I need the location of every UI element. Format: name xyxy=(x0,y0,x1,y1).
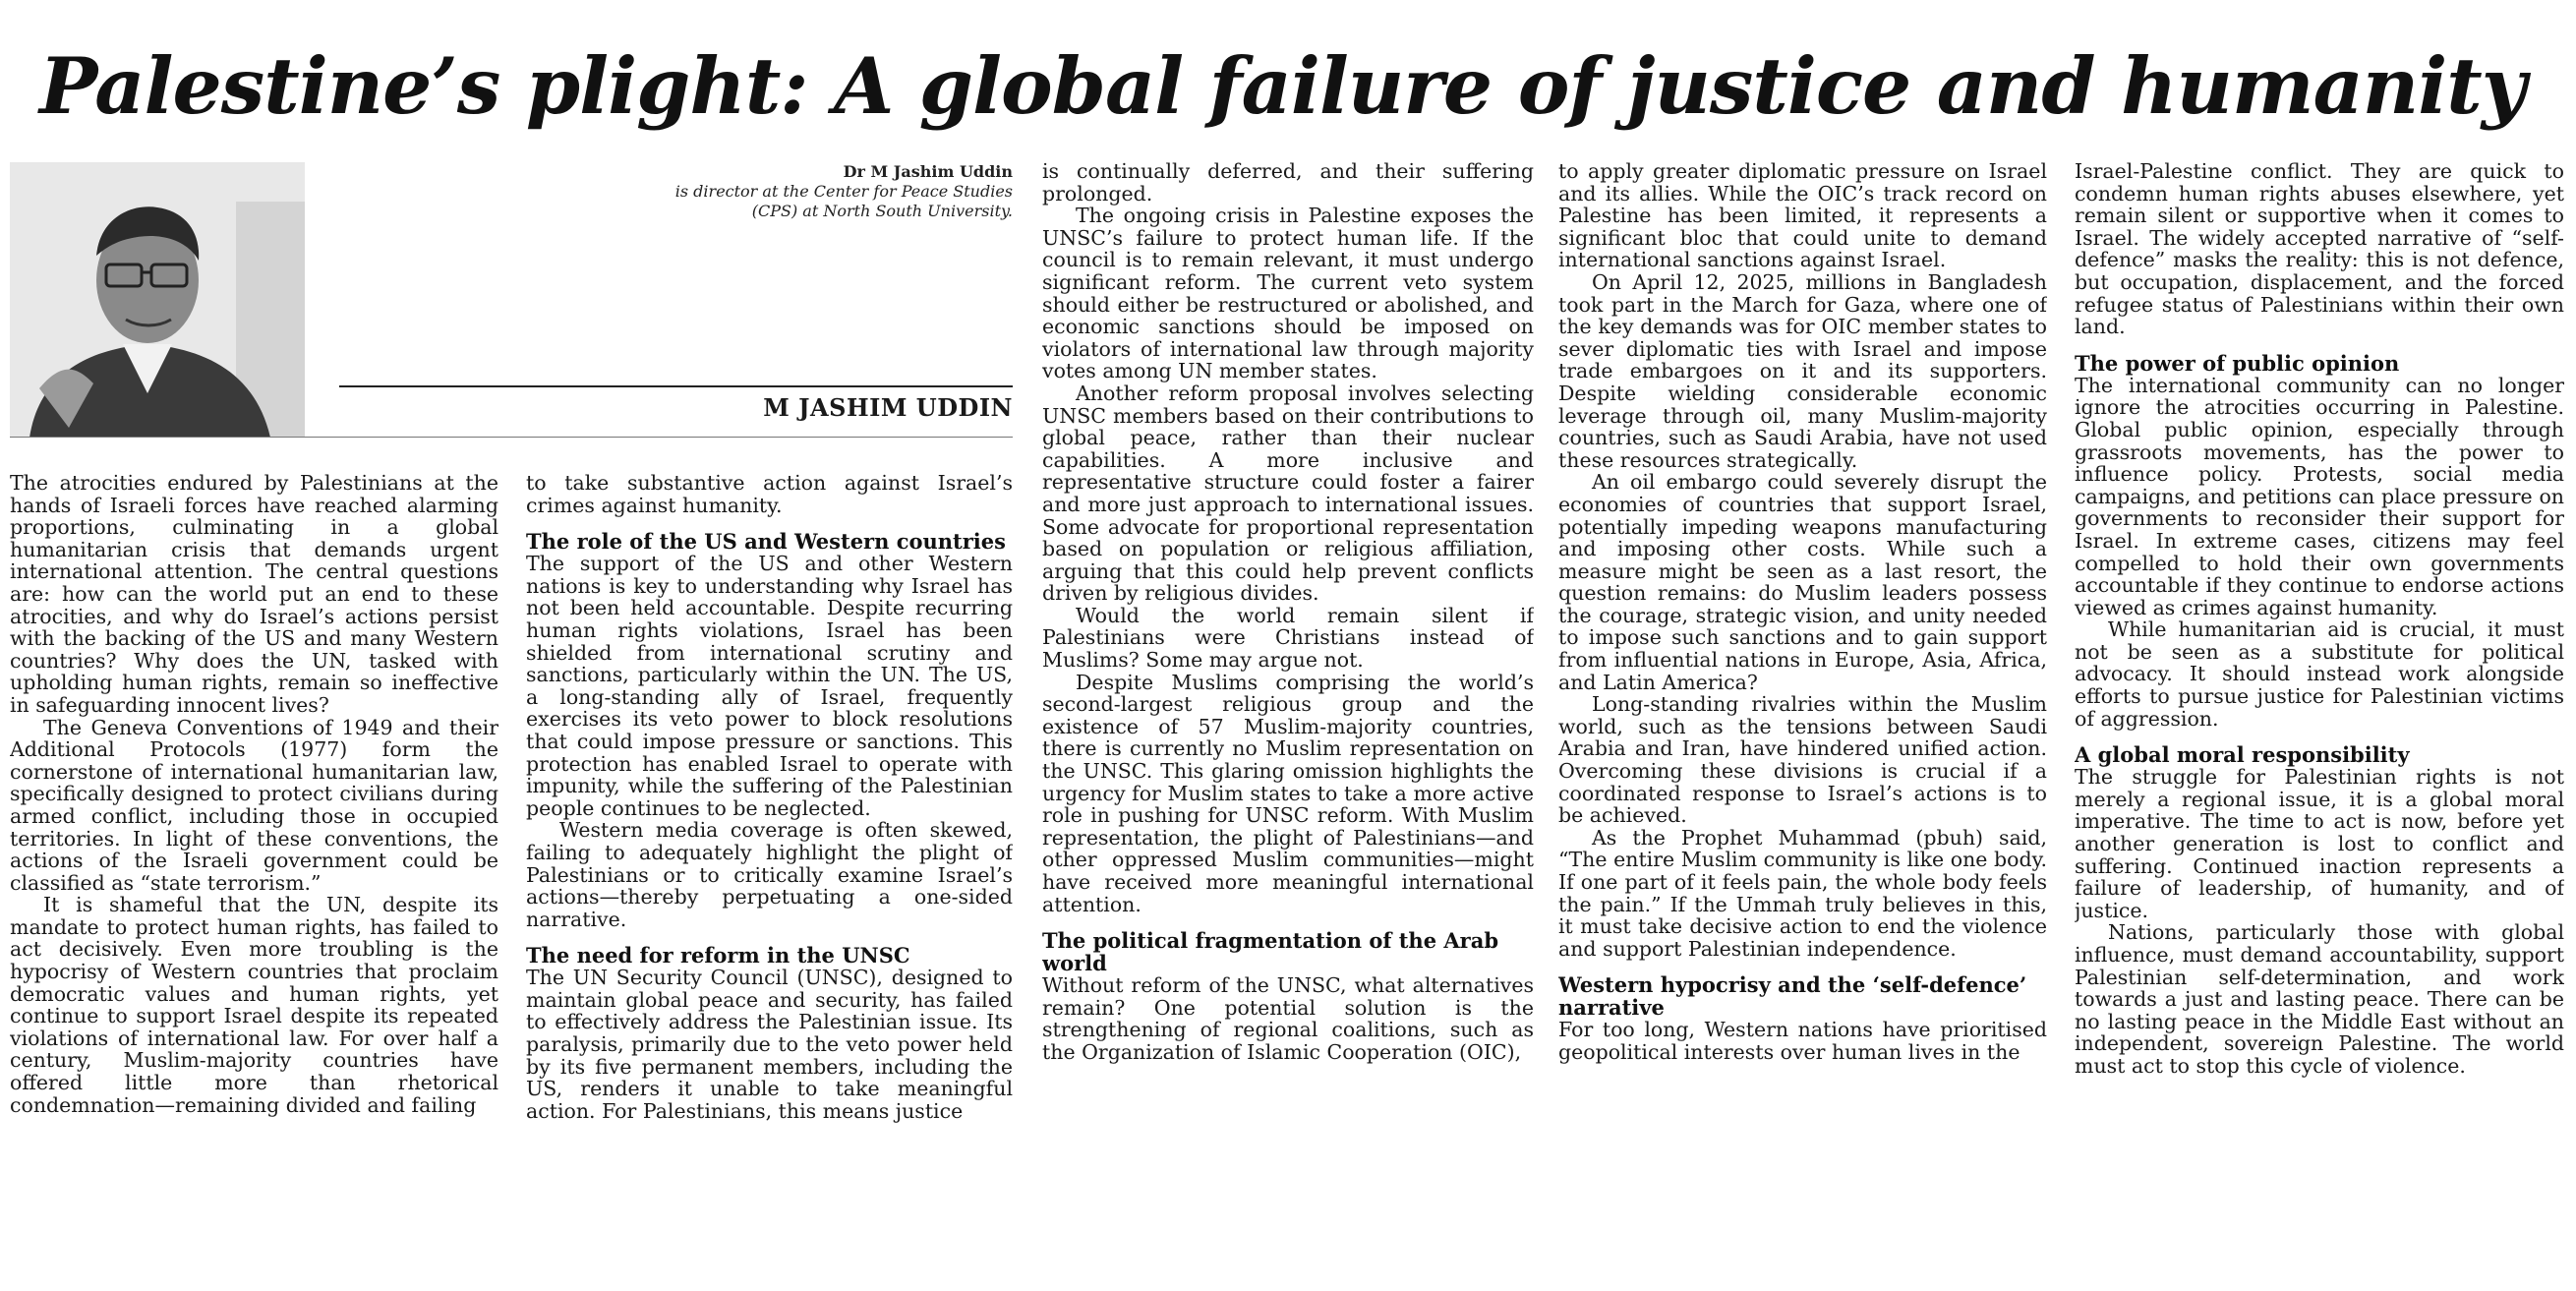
subheading: The need for reform in the UNSC xyxy=(526,943,910,968)
byline: M JASHIM UDDIN xyxy=(763,393,1013,422)
author-photo xyxy=(10,162,305,438)
author-bio-line-1: is director at the Center for Peace Studies xyxy=(674,182,1013,201)
byline-rule xyxy=(339,385,1013,387)
article-column-4 xyxy=(1558,160,2047,1289)
headline: Palestine’s plight: A global failure of justice and humanity xyxy=(39,40,2526,132)
paragraph: On April 12, 2025, millions in Bangladesh took part in the March for Gaza, where one of the key demands was for OIC member states to sever diplomatic ties with Israel and impose trade embargoes on it and its supporters. Despite wielding considerable economic leverage through oil, many Muslim-majority countries, such as Saudi Arabia, have not used these resources strategically. xyxy=(1558,269,2047,472)
paragraph: The international community can no longer ignore the atrocities occurring in Palestine. Global public opinion, especially through grassroots movements, has the power to influence policy. Protests, social media campaigns, and petitions can place pressure on governments to reconsider their support for Israel. In extreme cases, citizens may feel compelled to hold their own governments accountable if they continue to endorse actions viewed as crimes against humanity. xyxy=(2075,373,2564,619)
paragraph: The support of the US and other Western nations is key to understanding why Israel has not been held accountable. Despite recurring human rights violations, Israel has been shielded from international scrutiny and sanctions, particularly within the UN. The US, a long-standing ally of Israel, frequently exercises its veto power to block resolutions that could impose pressure or sanctions. This protection has enabled Israel to operate with impunity, while the suffering of the Palestinian people continues to be neglected. xyxy=(526,552,1013,820)
paragraph: Would the world remain silent if Palestinians were Christians instead of Muslims? Some may argue not. xyxy=(1042,603,1534,673)
column-top-rule xyxy=(10,437,1013,438)
subheading: The power of public opinion xyxy=(2075,350,2400,376)
subheading: A global moral responsibility xyxy=(2075,742,2410,768)
paragraph: The struggle for Palestinian rights is not merely a regional issue, it is a global moral imperative. The time to act is now, before yet another generation is lost to conflict and suffering. Continued inaction represents a failure of leadership, of humanity, and of justice. xyxy=(2075,765,2564,922)
paragraph: The ongoing crisis in Palestine exposes the UNSC’s failure to protect human life. If the council is to remain relevant, it must undergo significant reform. The current veto system should either be restructured or abolished, and economic sanctions should be imposed on violators of international law through majority votes among UN member states. xyxy=(1042,204,1534,383)
article-column-1 xyxy=(10,472,498,1288)
author-portrait-image xyxy=(10,162,305,438)
article-column-3 xyxy=(1042,160,1534,1289)
author-name-small: Dr M Jashim Uddin xyxy=(843,162,1013,181)
paragraph: to apply greater diplomatic pressure on Israel and its allies. While the OIC’s track record on Palestine has been limited, it represents a significant bloc that could unite to demand international sanctions against Israel. xyxy=(1558,160,2047,272)
paragraph: Without reform of the UNSC, what alternatives remain? One potential solution is the strengthening of regional coalitions, such as the Organization of Islamic Cooperation (OIC), xyxy=(1042,973,1534,1064)
paragraph: Long-standing rivalries within the Muslim world, such as the tensions between Saudi Arabia and Iran, have hindered unified action. Overcoming these divisions is crucial if a coordinated response to Israel’s actions is to be achieved. xyxy=(1558,692,2047,828)
paragraph: Nations, particularly those with global influence, must demand accountability, support Palestinian self-determination, and work towards a just and lasting peace. There can be no lasting peace in the Middle East without an independent, sovereign Palestine. The world must act to stop this cycle of violence. xyxy=(2075,920,2564,1078)
paragraph: to take substantive action against Israel’s crimes against humanity. xyxy=(526,472,1013,517)
paragraph: Western media coverage is often skewed, failing to adequately highlight the plight of Palestinians or to critically examine Israel’s actions—thereby perpetuating a one-sided narrative. xyxy=(526,818,1013,931)
paragraph: Another reform proposal involves selecting UNSC members based on their contributions to global peace, rather than their nuclear capabilities. A more inclusive and representative structure could foster a fairer and more just approach to international issues. Some advocate for proportional representation based on population or religious affiliation, arguing that this could help prevent conflicts driven by religious divides. xyxy=(1042,381,1534,606)
paragraph: As the Prophet Muhammad (pbuh) said, “The entire Muslim community is like one body. If one part of it feels pain, the whole body feels the pain.” If the Ummah truly believes in this, it must take decisive action to end the violence and support Palestinian independence. xyxy=(1558,825,2047,961)
paragraph: It is shameful that the UN, despite its mandate to protect human rights, has failed to act decisively. Even more troubling is the hypocrisy of Western countries that proclaim democratic values and human rights, yet continue to support Israel despite its repeated violations of international law. For over half a century, Muslim-majority countries have offered little more than rhetorical condemnation—remaining divided and failing xyxy=(10,893,498,1117)
paragraph: An oil embargo could severely disrupt the economies of countries that support Israel, potentially impeding weapons manufacturing and imposing other costs. While such a measure might be seen as a last resort, the question remains: do Muslim leaders possess the courage, strategic vision, and unity needed to impose such sanctions and to gain support from influential nations in Europe, Asia, Africa, and Latin America? xyxy=(1558,470,2047,694)
paragraph: For too long, Western nations have prioritised geopolitical interests over human lives in the xyxy=(1558,1018,2047,1064)
paragraph: The UN Security Council (UNSC), designed to maintain global peace and security, has failed to effectively address the Palestinian issue. Its paralysis, primarily due to the veto power held by its five permanent members, including the US, renders it unable to take meaningful action. For Palestinians, this means justice xyxy=(526,966,1013,1123)
paragraph: While humanitarian aid is crucial, it must not be seen as a substitute for political advocacy. It should instead work alongside efforts to pursue justice for Palestinian victims of aggression. xyxy=(2075,617,2564,731)
author-credit xyxy=(639,162,1013,221)
subheading: Western hypocrisy and the ‘self-defence’ narrative xyxy=(1558,972,2027,1021)
author-bio-line-2: (CPS) at North South University. xyxy=(751,202,1013,220)
paragraph: Israel-Palestine conflict. They are quick to condemn human rights abuses elsewhere, yet remain silent or supportive when it comes to Israel. The widely accepted narrative of “self-defence” masks the reality: this is not defence, but occupation, displacement, and the forced refugee status of Palestinians within their own land. xyxy=(2075,160,2564,339)
paragraph: is continually deferred, and their suffering prolonged. xyxy=(1042,160,1534,205)
subheading: The political fragmentation of the Arab world xyxy=(1042,928,1499,976)
article-column-2 xyxy=(526,472,1013,1288)
subheading: The role of the US and Western countries xyxy=(526,529,1006,555)
paragraph: Despite Muslims comprising the world’s second-largest religious group and the existence of 57 Muslim-majority countries, there is currently no Muslim representation on the UNSC. This glaring omission highlights the urgency for Muslim states to take a more active role in pushing for UNSC reform. With Muslim representation, the plight of Palestinians—and other oppressed Muslim communities—might have received more meaningful international attention. xyxy=(1042,670,1534,916)
paragraph: The Geneva Conventions of 1949 and their Additional Protocols (1977) form the cornerstone of international humanitarian law, specifically designed to protect civilians during armed conflict, including those in occupied territories. In light of these conventions, the actions of the Israeli government could be classified as “state terrorism.” xyxy=(10,715,498,895)
article-column-5 xyxy=(2075,160,2564,1289)
paragraph: The atrocities endured by Palestinians at the hands of Israeli forces have reached alarming proportions, culminating in a global humanitarian crisis that demands urgent international attention. The central questions are: how can the world put an end to these atrocities, and why do Israel’s actions persist with the backing of the US and many Western countries? Why does the UN, tasked with upholding human rights, remain so ineffective in safeguarding innocent lives? xyxy=(10,472,498,717)
